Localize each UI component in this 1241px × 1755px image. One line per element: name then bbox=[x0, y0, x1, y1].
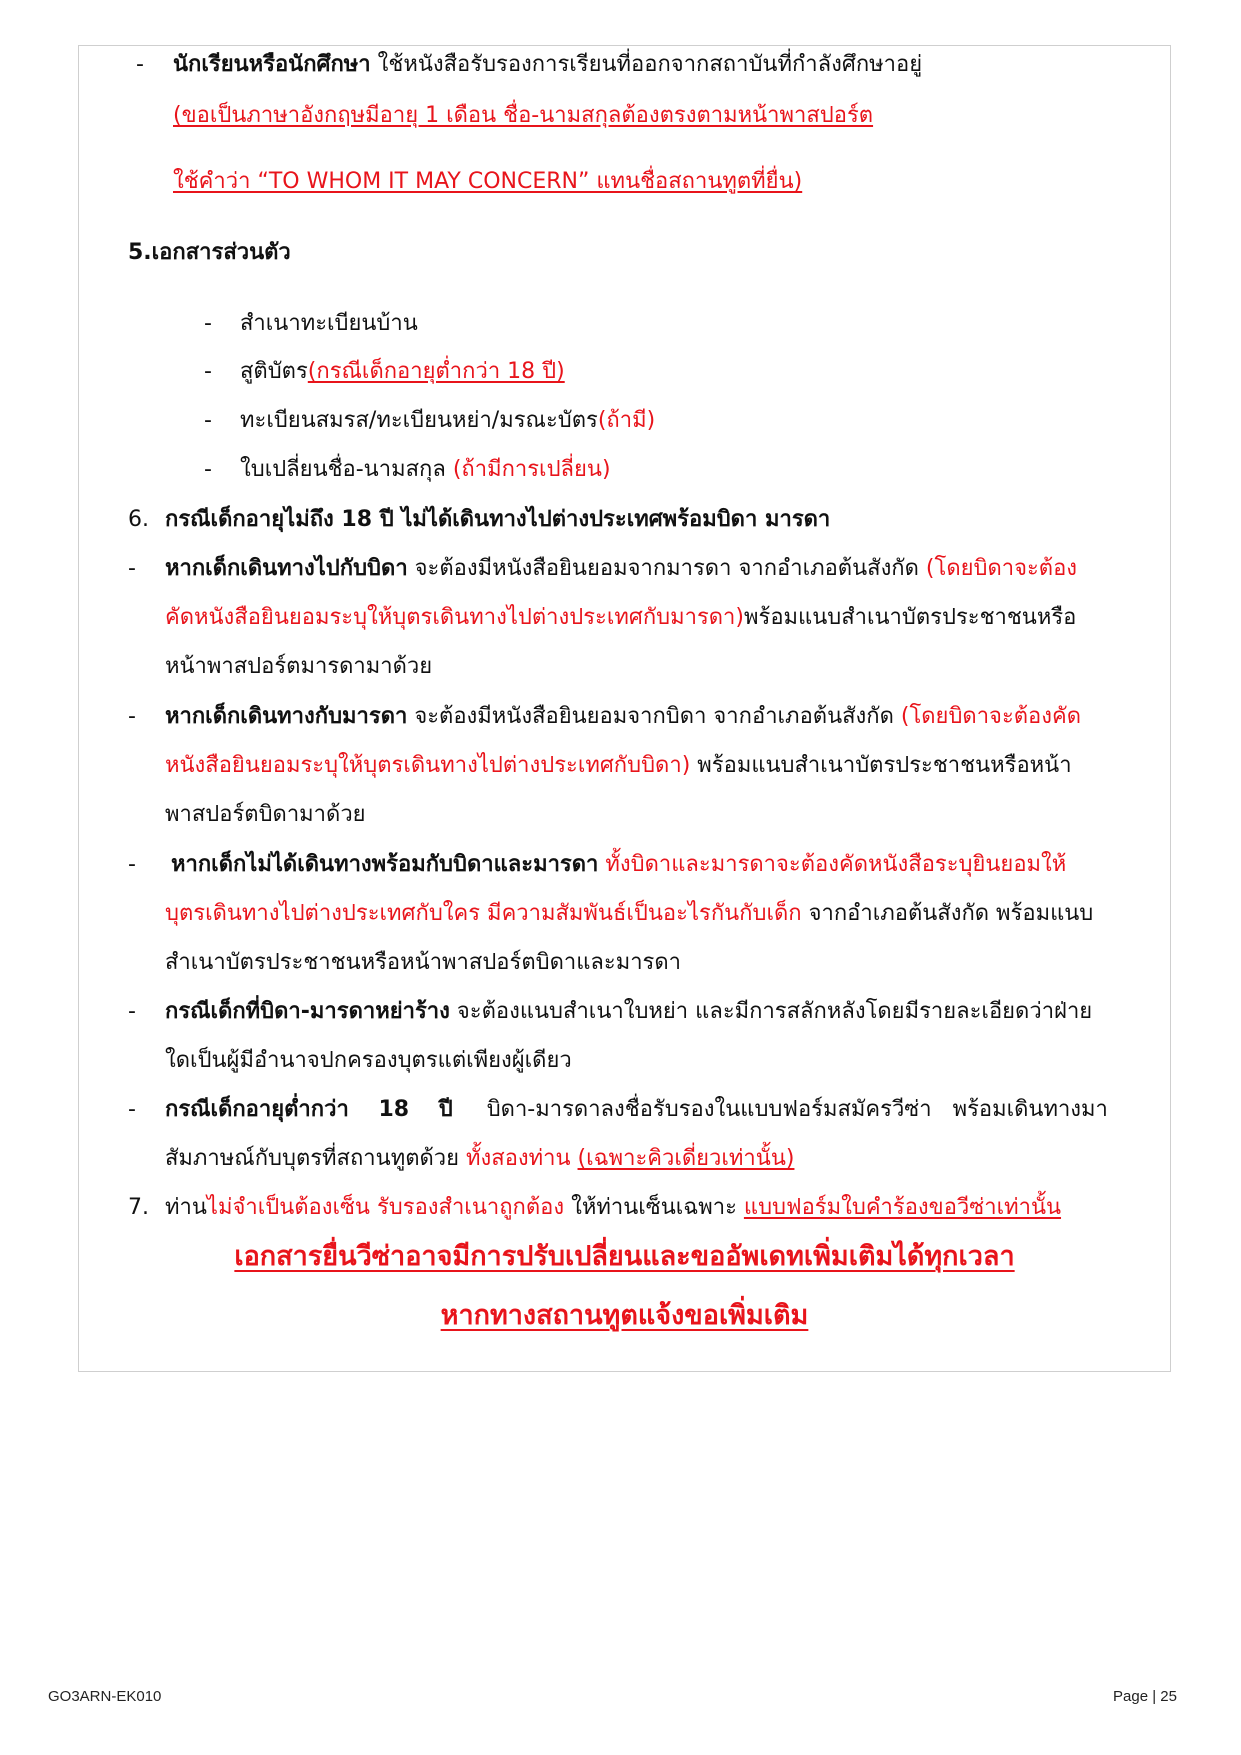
neither-red-1: ทั้งบิดาและมารดาจะต้องคัดหนังสือระบุยินยอมให้ bbox=[598, 852, 1067, 877]
student-note-1: (ขอเป็นภาษาอังกฤษมีอายุ 1 เดือน ชื่อ-นามสกุลต้องตรงตามหน้าพาสปอร์ต bbox=[173, 103, 874, 128]
student-line bbox=[173, 50, 922, 80]
father-bold: หากเด็กเดินทางไปกับบิดา bbox=[165, 556, 408, 581]
mother-line-2 bbox=[165, 751, 1072, 781]
item-text: สูติบัตร bbox=[240, 359, 308, 384]
under18-red-1: ทั้งสองท่าน bbox=[466, 1146, 578, 1171]
neither-text-2: จากอำเภอต้นสังกัด พร้อมแนบ bbox=[801, 901, 1094, 926]
section5-heading: 5.เอกสารส่วนตัว bbox=[128, 240, 291, 265]
section7-red-1: ไม่จำเป็นต้องเซ็น รับรองสำเนาถูกต้อง bbox=[206, 1195, 565, 1220]
section5-item-marriage-certificate bbox=[240, 406, 655, 436]
neither-bold: หากเด็กไม่ได้เดินทางพร้อมกับบิดาและมารดา bbox=[171, 852, 599, 877]
section6-number: 6. bbox=[128, 507, 149, 532]
neither-dash: - bbox=[128, 852, 136, 877]
notice-line-2: หากทางสถานทูตแจ้งขอเพิ่มเติม bbox=[440, 1300, 809, 1331]
footer-doc-code: GO3ARN-EK010 bbox=[48, 1688, 162, 1705]
under18-dash: - bbox=[128, 1097, 136, 1122]
mother-red-2: หนังสือยินยอมระบุให้บุตรเดินทางไปต่างประเทศกับบิดา) bbox=[165, 753, 691, 778]
mother-text-2: พร้อมแนบสำเนาบัตรประชาชนหรือหน้า bbox=[690, 753, 1072, 778]
divorced-line-1 bbox=[165, 997, 1092, 1027]
neither-line-3: สำเนาบัตรประชาชนหรือหน้าพาสปอร์ตบิดาและมารดา bbox=[165, 950, 682, 975]
father-text-2: พร้อมแนบสำเนาบัตรประชาชนหรือ bbox=[744, 605, 1077, 630]
student-text: ใช้หนังสือรับรองการเรียนที่ออกจากสถาบันที่กำลังศึกษาอยู่ bbox=[370, 52, 923, 77]
mother-line-1 bbox=[165, 702, 1081, 732]
neither-red-2: บุตรเดินทางไปต่างประเทศกับใคร มีความสัมพันธ์เป็นอะไรกันกับเด็ก bbox=[165, 901, 802, 926]
section5-item-name-change bbox=[240, 455, 611, 485]
father-line-2 bbox=[165, 603, 1076, 633]
neither-line-1 bbox=[171, 850, 1066, 880]
divorced-line-2: ใดเป็นผู้มีอำนาจปกครองบุตรแต่เพียงผู้เดียว bbox=[165, 1048, 572, 1073]
under18-text-2: สัมภาษณ์กับบุตรที่สถานทูตด้วย bbox=[165, 1146, 467, 1171]
item-text: สำเนาทะเบียนบ้าน bbox=[240, 311, 418, 336]
section5-item-dash: - bbox=[204, 408, 212, 433]
divorced-dash: - bbox=[128, 999, 136, 1024]
mother-bold: หากเด็กเดินทางกับมารดา bbox=[165, 704, 408, 729]
student-note-2: ใช้คำว่า “TO WHOM IT MAY CONCERN” แทนชื่อสถานทูตที่ยื่น) bbox=[173, 169, 803, 194]
father-red-1: (โดยบิดาจะต้อง bbox=[925, 556, 1078, 581]
mother-text-1: จะต้องมีหนังสือยินยอมจากบิดา จากอำเภอต้นสังกัด bbox=[407, 704, 901, 729]
under18-red-2: (เฉพาะคิวเดี่ยวเท่านั้น) bbox=[577, 1146, 795, 1171]
item-text: ใบเปลี่ยนชื่อ-นามสกุล bbox=[240, 457, 453, 482]
divorced-text-1: จะต้องแนบสำเนาใบหย่า และมีการสลักหลังโดยมีรายละเอียดว่าฝ่าย bbox=[449, 999, 1093, 1024]
neither-line-2 bbox=[165, 899, 1093, 929]
section7-line bbox=[165, 1193, 1061, 1223]
father-text-1: จะต้องมีหนังสือยินยอมจากมารดา จากอำเภอต้นสังกัด bbox=[407, 556, 926, 581]
footer-page-number: Page | 25 bbox=[1113, 1688, 1177, 1705]
section7-text-2: ให้ท่านเซ็นเฉพาะ bbox=[564, 1195, 744, 1220]
student-dash: - bbox=[136, 52, 144, 77]
under18-line-2 bbox=[165, 1144, 794, 1174]
under18-text-1: บิดา-มารดาลงชื่อรับรองในแบบฟอร์มสมัครวีซ่า พร้อมเดินทางมา bbox=[486, 1097, 1108, 1122]
under18-bold: กรณีเด็กอายุต่ำกว่า 18 ปี bbox=[165, 1097, 453, 1122]
section7-text-1: ท่าน bbox=[165, 1195, 207, 1220]
mother-dash: - bbox=[128, 704, 136, 729]
section5-item-dash: - bbox=[204, 359, 212, 384]
item-note: (ถ้ามีการเปลี่ยน) bbox=[452, 457, 611, 482]
father-red-2: คัดหนังสือยินยอมระบุให้บุตรเดินทางไปต่างประเทศกับมารดา) bbox=[165, 605, 744, 630]
item-note: (กรณีเด็กอายุต่ำกว่า 18 ปี) bbox=[307, 359, 565, 384]
under18-line-1 bbox=[165, 1095, 1108, 1125]
mother-red-1: (โดยบิดาจะต้องคัด bbox=[900, 704, 1082, 729]
section5-item-house-registration bbox=[240, 309, 418, 339]
item-note: (ถ้ามี) bbox=[597, 408, 656, 433]
section5-item-dash: - bbox=[204, 311, 212, 336]
section5-item-birth-certificate bbox=[240, 357, 565, 387]
item-text: ทะเบียนสมรส/ทะเบียนหย่า/มรณะบัตร bbox=[240, 408, 598, 433]
student-bold: นักเรียนหรือนักศึกษา bbox=[173, 52, 371, 77]
father-line-1 bbox=[165, 554, 1077, 584]
father-dash: - bbox=[128, 556, 136, 581]
notice-line-1: เอกสารยื่นวีซ่าอาจมีการปรับเปลี่ยนและขออัพเดทเพิ่มเติมได้ทุกเวลา bbox=[234, 1241, 1015, 1272]
father-line-3: หน้าพาสปอร์ตมารดามาด้วย bbox=[165, 654, 433, 679]
section7-number: 7. bbox=[128, 1195, 149, 1220]
mother-line-3: พาสปอร์ตบิดามาด้วย bbox=[165, 802, 366, 827]
divorced-bold: กรณีเด็กที่บิดา-มารดาหย่าร้าง bbox=[165, 999, 450, 1024]
section6-heading: กรณีเด็กอายุไม่ถึง 18 ปี ไม่ได้เดินทางไปต่างประเทศพร้อมบิดา มารดา bbox=[165, 507, 831, 532]
section7-red-2: แบบฟอร์มใบคำร้องขอวีซ่าเท่านั้น bbox=[743, 1195, 1062, 1220]
section5-item-dash: - bbox=[204, 457, 212, 482]
